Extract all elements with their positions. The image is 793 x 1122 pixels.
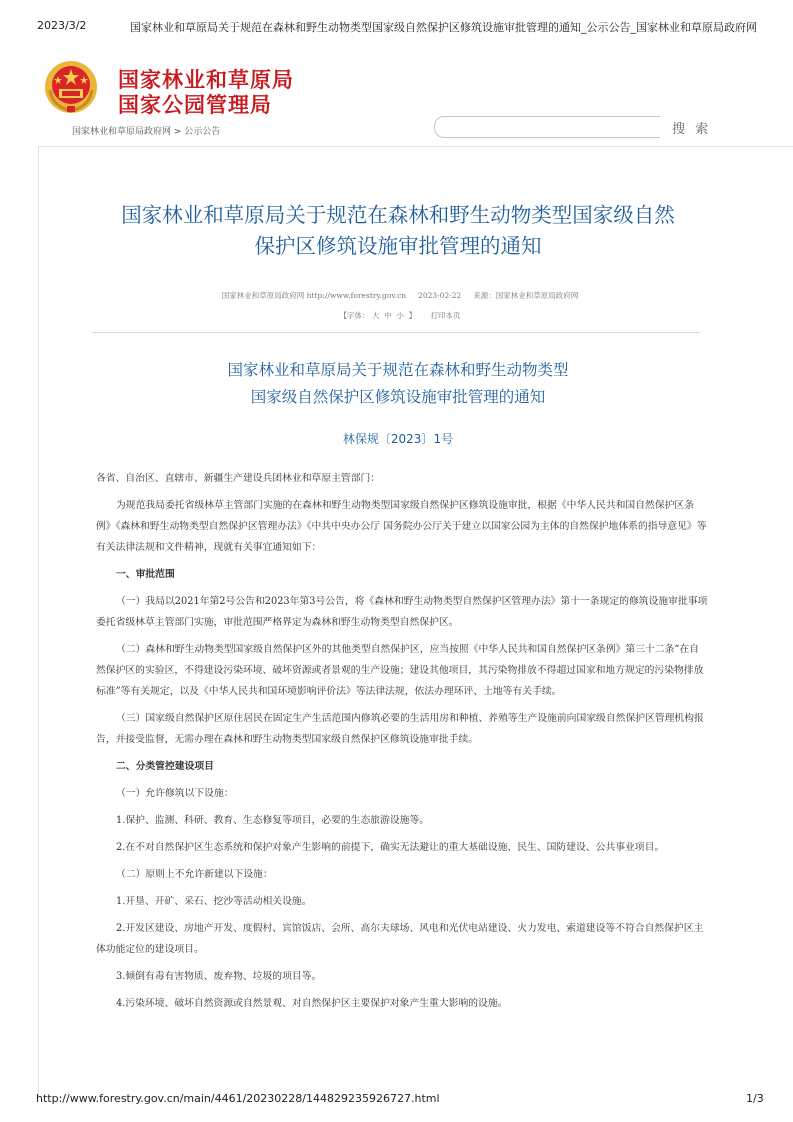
article-title-line1: 国家林业和草原局关于规范在森林和野生动物类型国家级自然 (121, 203, 675, 227)
print-footer-url: http://www.forestry.gov.cn/main/4461/20230228/144829235926727.html (36, 1092, 440, 1105)
section2-b-item4: 4.污染环境、破坏自然资源或自然景观、对自然保护区主要保护对象产生重大影响的设施。 (116, 998, 508, 1009)
breadcrumb (72, 124, 220, 137)
article-meta (90, 290, 710, 301)
site-name-line2[interactable]: 国家公园管理局 (118, 93, 272, 117)
doc-title-line2: 国家级自然保护区修筑设施审批管理的通知 (250, 388, 546, 406)
print-page-title: 国家林业和草原局关于规范在森林和野生动物类型国家级自然保护区修筑设施审批管理的通知_公示公告_国家林业和草原局政府网 (130, 21, 757, 34)
meta-source-site: 国家林业和草原局政府网 (221, 291, 305, 300)
section2-a-item2: 2.在不对自然保护区生态系统和保护对象产生影响的前提下，确实无法避让的重大基础设施、民生、国防建设、公共事业项目。 (116, 842, 665, 853)
doc-number: 林保规〔2023〕1号 (342, 432, 454, 446)
search-button[interactable]: 搜 索 (672, 122, 712, 137)
addressee: 各省、自治区、直辖市、新疆生产建设兵团林业和草原主管部门： (96, 473, 381, 484)
search-input[interactable] (434, 116, 660, 138)
section2-b-item3: 3.倾倒有毒有害物质、废弃物、垃圾的项目等。 (116, 971, 322, 982)
meta-url: http://www.forestry.gov.cn (306, 291, 407, 300)
font-size-small[interactable]: 小 (396, 311, 404, 320)
section2-b-item2: 2.开发区建设、房地产开发、度假村、宾馆饭店、会所、高尔夫球场、风电和光伏电站建设、火力发电、索道建设等不符合自然保护区主体功能定位的建设项目。 (96, 923, 704, 955)
national-emblem-icon (44, 60, 98, 114)
section2-subheading-b: （二）原则上不允许新建以下设施： (116, 869, 273, 880)
section1-heading: 一、审批范围 (116, 569, 175, 580)
font-size-close: 】 (408, 311, 417, 320)
section1-paragraph2: （二）森林和野生动物类型国家级自然保护区外的其他类型自然保护区，应当按照《中华人民共和国自然保护区条例》第三十二条“在自然保护区的实验区，不得建设污染环境、破坏资源或者景观的生产设施；建设其他项目，其污染物排放不得超过国家和地方规定的污染物排放标准”等有关规定，以及《中华人民共和国环境影响评价法》等法律法规，依法办理环评、土地等有关手续。 (96, 644, 704, 697)
section1-paragraph3: （三）国家级自然保护区原住居民在固定生产生活范围内修筑必要的生活用房和种植、养殖等生产设施前向国家级自然保护区管理机构报告，并接受监督，无需办理在森林和野生动物类型国家级自然保护区修筑设施审批手续。 (96, 713, 704, 745)
print-footer-page: 1/3 (746, 1092, 764, 1105)
breadcrumb-current[interactable]: 公示公告 (184, 127, 221, 137)
article-body (96, 468, 708, 1014)
site-name-line1[interactable]: 国家林业和草原局 (118, 68, 294, 92)
content-frame-left (38, 146, 39, 1096)
intro-paragraph: 为规范我局委托省级林草主管部门实施的在森林和野生动物类型国家级自然保护区修筑设施审批，根据《中华人民共和国自然保护区条例》《森林和野生动物类型自然保护区管理办法》《中共中央办公厅 国务院办公厅关于建立以国家公园为主体的自然保护地体系的指导意见》等有关法律法规和文件精神，现就有关事宜通知如下： (96, 500, 707, 553)
section2-subheading-a: （一）允许修筑以下设施： (116, 788, 234, 799)
breadcrumb-home[interactable]: 国家林业和草原局政府网 (72, 127, 172, 137)
section2-a-item1: 1.保护、监测、科研、教育、生态修复等项目，必要的生态旅游设施等。 (116, 815, 430, 826)
meta-date: 2023-02-22 (418, 291, 462, 300)
content-frame-top (38, 146, 793, 147)
section2-b-item1: 1.开垦、开矿、采石、挖沙等活动相关设施。 (116, 896, 312, 907)
breadcrumb-separator: > (173, 127, 182, 137)
print-page-button[interactable]: 打印本页 (430, 311, 461, 320)
font-size-medium[interactable]: 中 (384, 311, 392, 320)
meta-divider (92, 332, 700, 333)
font-size-label: 【字体： (339, 311, 370, 320)
doc-title-line1: 国家林业和草原局关于规范在森林和野生动物类型 (227, 361, 569, 379)
meta-source: 来源：国家林业和草原局政府网 (473, 291, 579, 300)
article-tools (90, 310, 710, 321)
section1-paragraph1: （一）我局以2021年第2号公告和2023年第3号公告，将《森林和野生动物类型自然保护区管理办法》第十一条规定的修筑设施审批事项委托省级林草主管部门实施，审批范围严格界定为森林和野生动物类型自然保护区。 (96, 596, 708, 628)
font-size-large[interactable]: 大 (371, 311, 380, 320)
section2-heading: 二、分类管控建设项目 (116, 761, 214, 772)
article-title-line2: 保护区修筑设施审批管理的通知 (254, 234, 542, 258)
print-date: 2023/3/2 (37, 19, 87, 32)
